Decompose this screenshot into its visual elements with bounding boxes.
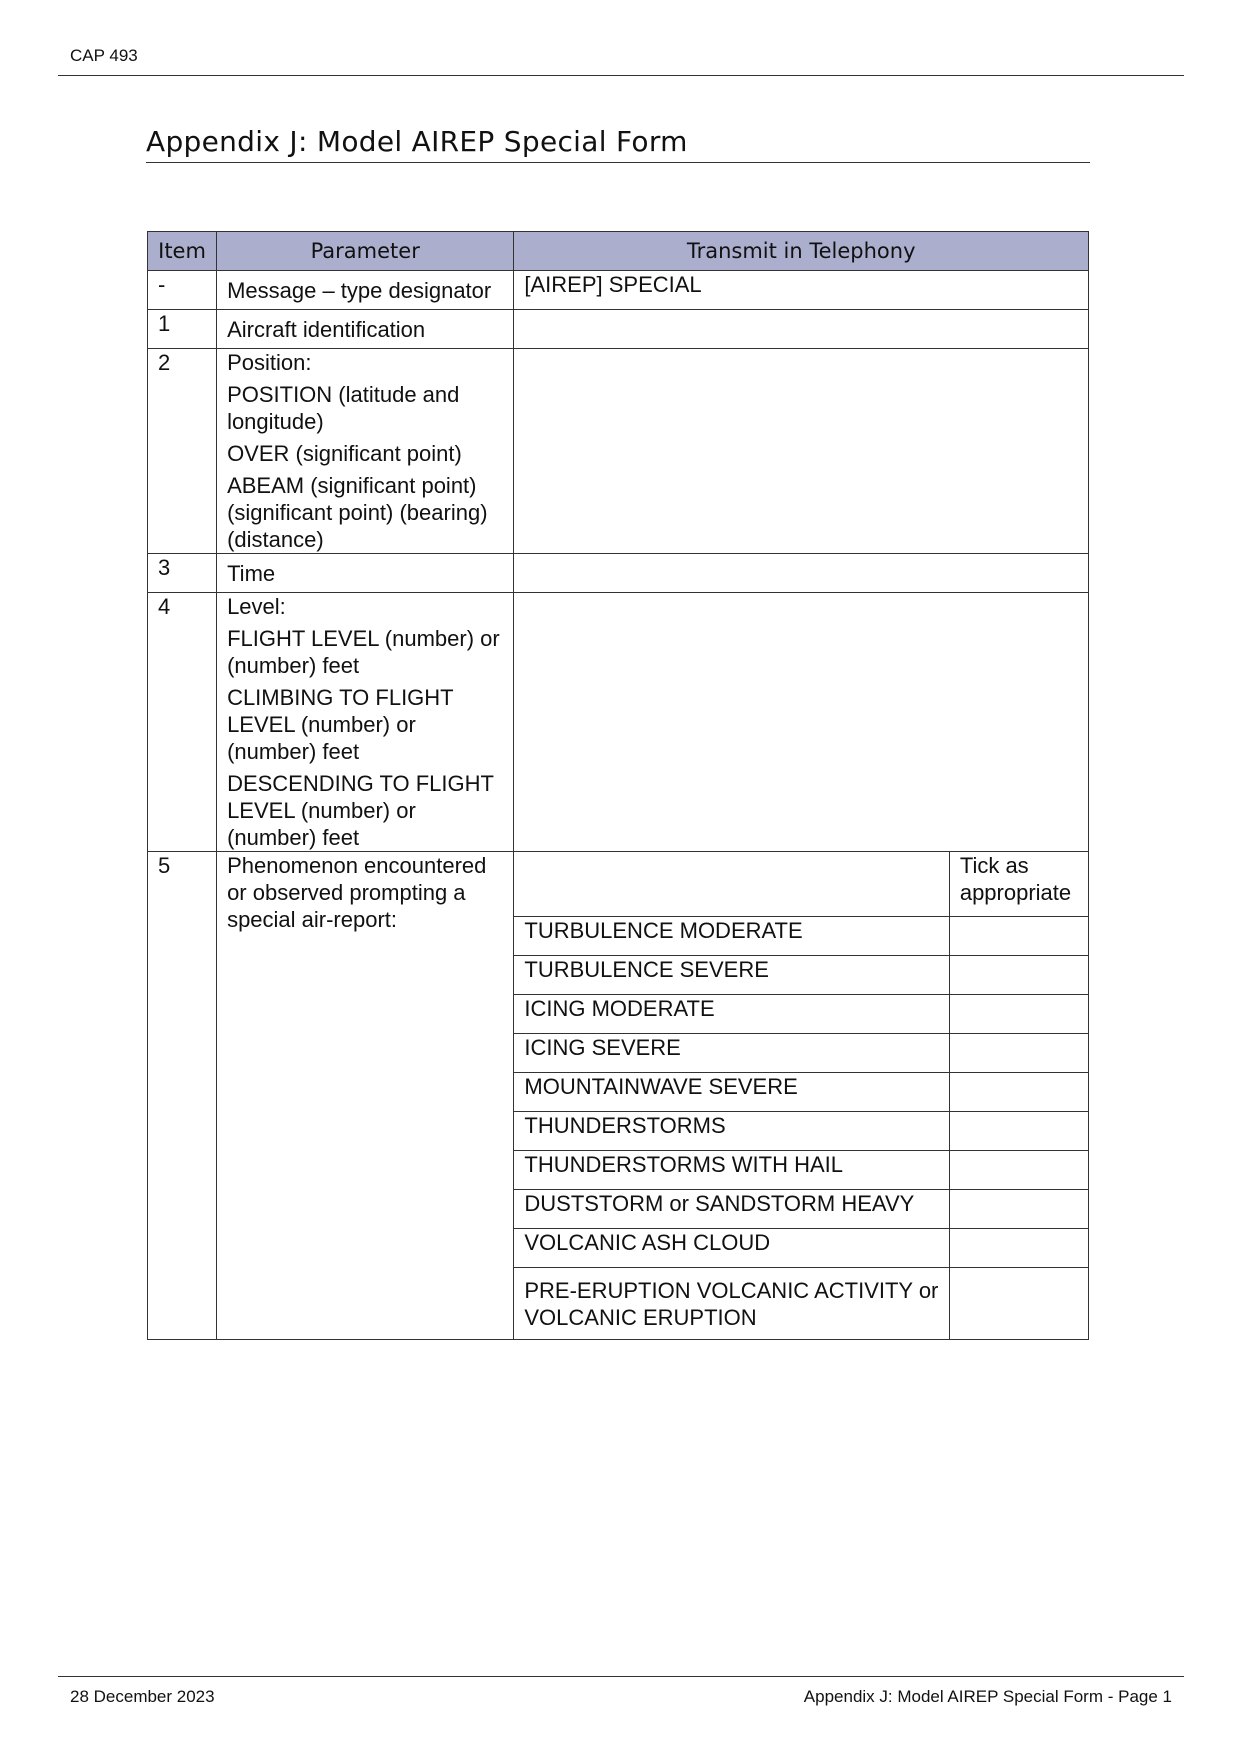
item-number: - (148, 271, 217, 310)
tick-box[interactable] (949, 917, 1088, 956)
telephony-cell[interactable] (514, 349, 1089, 554)
parameter-cell (217, 271, 514, 310)
column-header-item: Item (148, 232, 217, 271)
item-number: 2 (148, 349, 217, 554)
parameter-cell (217, 310, 514, 349)
phenomenon-label: ICING SEVERE (514, 1034, 949, 1073)
phenomenon-header-row (148, 852, 1089, 917)
parameter-cell (217, 593, 514, 852)
tick-box[interactable] (949, 1229, 1088, 1268)
phenomenon-label: MOUNTAINWAVE SEVERE (514, 1073, 949, 1112)
airep-special-form-table (147, 231, 1089, 1340)
telephony-cell: [AIREP] SPECIAL (514, 271, 1089, 310)
phenomenon-blank-header (514, 852, 949, 917)
table-row (148, 271, 1089, 310)
parameter-cell (217, 554, 514, 593)
parameter-text: Time (227, 560, 276, 586)
table-header-row (148, 232, 1089, 271)
parameter-cell (217, 349, 514, 554)
item-number: 5 (148, 852, 217, 1340)
tick-box[interactable] (949, 1034, 1088, 1073)
parameter-text: POSITION (latitude and longitude) (227, 382, 460, 434)
phenomenon-label: PRE-ERUPTION VOLCANIC ACTIVITY or VOLCANIC ERUPTION (514, 1268, 949, 1340)
tick-box[interactable] (949, 1190, 1088, 1229)
item-number: 4 (148, 593, 217, 852)
footer-date: 28 December 2023 (70, 1687, 215, 1706)
running-footer (58, 1676, 1184, 1706)
phenomenon-label: THUNDERSTORMS (514, 1112, 949, 1151)
phenomenon-label: DUSTSTORM or SANDSTORM HEAVY (514, 1190, 949, 1229)
table-row (148, 310, 1089, 349)
page-title: Appendix J: Model AIREP Special Form (146, 125, 1090, 163)
table-row (148, 349, 1089, 554)
phenomenon-label: TURBULENCE MODERATE (514, 917, 949, 956)
parameter-text: Position: (227, 350, 312, 375)
telephony-cell[interactable] (514, 554, 1089, 593)
item-number: 3 (148, 554, 217, 593)
footer-page-label: Appendix J: Model AIREP Special Form - Page 1 (803, 1687, 1172, 1706)
phenomenon-label: VOLCANIC ASH CLOUD (514, 1229, 949, 1268)
parameter-text: Aircraft identification (227, 316, 426, 342)
parameter-text: Phenomenon encountered or observed prompting a special air-report: (227, 853, 487, 932)
tick-box[interactable] (949, 1073, 1088, 1112)
tick-column-header: Tick as appropriate (949, 852, 1088, 917)
phenomenon-label: TURBULENCE SEVERE (514, 956, 949, 995)
phenomenon-label: THUNDERSTORMS WITH HAIL (514, 1151, 949, 1190)
parameter-text: Message – type designator (227, 277, 492, 303)
parameter-text: ABEAM (significant point) (significant point) (bearing) (distance) (227, 473, 488, 552)
telephony-cell[interactable] (514, 593, 1089, 852)
tick-box[interactable] (949, 1268, 1088, 1340)
tick-box[interactable] (949, 1151, 1088, 1190)
table-row (148, 554, 1089, 593)
item-number: 1 (148, 310, 217, 349)
parameter-text: DESCENDING TO FLIGHT LEVEL (number) or (number) feet (227, 771, 494, 850)
parameter-cell (217, 852, 514, 1340)
table-row (148, 593, 1089, 852)
parameter-text: CLIMBING TO FLIGHT LEVEL (number) or (number) feet (227, 685, 454, 764)
parameter-text: FLIGHT LEVEL (number) or (number) feet (227, 626, 500, 678)
tick-box[interactable] (949, 1112, 1088, 1151)
telephony-cell[interactable] (514, 310, 1089, 349)
parameter-text: Level: (227, 594, 286, 619)
parameter-text: OVER (significant point) (227, 441, 462, 466)
column-header-telephony: Transmit in Telephony (514, 232, 1089, 271)
phenomenon-label: ICING MODERATE (514, 995, 949, 1034)
tick-box[interactable] (949, 995, 1088, 1034)
document-reference: CAP 493 (70, 46, 138, 65)
column-header-parameter: Parameter (217, 232, 514, 271)
tick-box[interactable] (949, 956, 1088, 995)
running-header (58, 44, 1184, 76)
